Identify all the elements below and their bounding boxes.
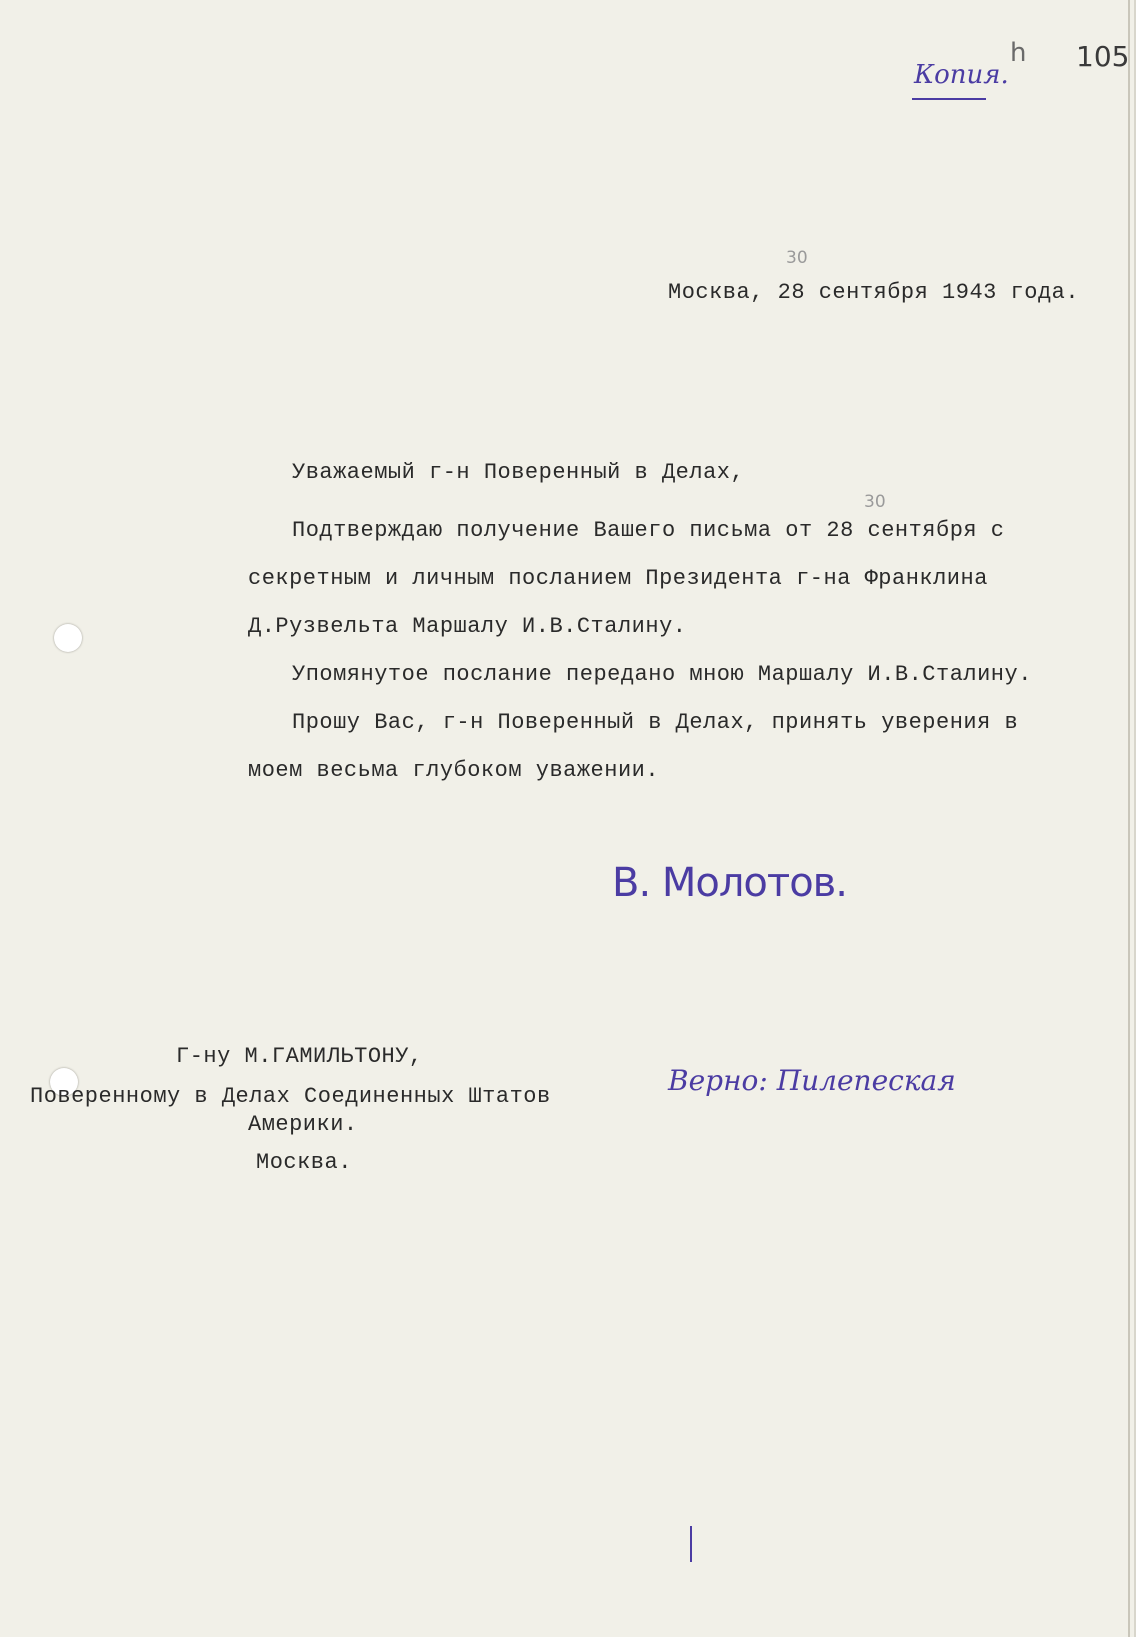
letter-date-correction: 30	[864, 492, 886, 512]
body-line-5: Прошу Вас, г-н Поверенный в Делах, принять уверения в	[292, 710, 1019, 735]
pencil-mark: h	[1010, 38, 1027, 68]
copy-mark	[914, 60, 1009, 90]
signature: В. Молотов.	[612, 860, 847, 906]
salutation: Уважаемый г-н Поверенный в Делах,	[292, 460, 745, 485]
addressee-line-4: Москва.	[256, 1150, 352, 1175]
addressee-line-1: Г-ну М.ГАМИЛЬТОНУ,	[176, 1044, 423, 1069]
body-line-4: Упомянутое послание передано мною Маршалу И.В.Сталину.	[292, 662, 1032, 687]
body-line-6: моем весьма глубоком уважении.	[248, 758, 660, 783]
copy-mark-text: Копия.	[914, 60, 1009, 90]
body-line-2: секретным и личным посланием Президента г-на Франклина	[248, 566, 988, 591]
certified-signature: Верно: Пилепеская	[668, 1064, 956, 1097]
date-correction: 30	[786, 248, 808, 268]
body-line-3: Д.Рузвельта Маршалу И.В.Сталину.	[248, 614, 687, 639]
body-line-1: Подтверждаю получение Вашего письма от 28 сентября с	[292, 518, 1005, 543]
addressee-line-3: Америки.	[248, 1112, 358, 1137]
page-edge	[1128, 0, 1130, 1637]
place-date: Москва, 28 сентября 1943 года.	[668, 280, 1080, 305]
sheet-number: 105	[1076, 40, 1130, 73]
copy-mark-underline	[912, 98, 986, 100]
addressee-line-2: Поверенному в Делах Соединенных Штатов	[30, 1084, 551, 1109]
punch-hole-upper	[54, 624, 82, 652]
pencil-stroke	[690, 1526, 692, 1562]
